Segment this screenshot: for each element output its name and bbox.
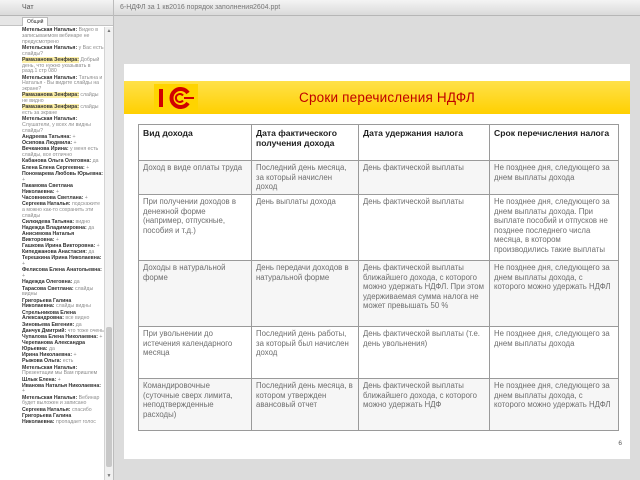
chat-message-text: +: [73, 352, 77, 359]
chat-title: Чат: [0, 0, 113, 16]
chat-message-text: +: [22, 176, 26, 183]
chat-message-list: [0, 27, 104, 480]
chat-message-text: +: [96, 243, 100, 250]
table-row: [139, 195, 619, 261]
chat-message-text: видно: [75, 218, 90, 225]
chat-message-author: Надежда Олеговна:: [22, 279, 73, 286]
chat-message-text: что тоже очень: [67, 327, 104, 334]
chat-message: [22, 366, 104, 378]
chat-message-text: +: [55, 236, 59, 243]
chat-scrollbar[interactable]: [104, 27, 113, 480]
chat-message-author: Кабанова Ольга Олеговна:: [22, 158, 92, 165]
table-cell: Не позднее дня, следующего за днем выплаты дохода: [490, 161, 619, 195]
chat-message: [22, 256, 104, 268]
chat-message-author: Рамазанова Зенфира:: [22, 104, 79, 111]
chat-tab-bar: [0, 16, 113, 26]
chat-message-author: Андреева Татьяна:: [22, 134, 71, 141]
table-cell: При увольнении до истечения календарного месяца: [139, 327, 252, 379]
chat-message: [22, 76, 104, 93]
chat-message-author: Стрельникова Елена Александровна:: [22, 309, 76, 322]
chat-message-text: подскажите а можно как-то сохранить эти слайды: [22, 200, 100, 219]
chat-message-text: Презентации мы Вам пришлем: [22, 370, 98, 377]
chat-message-text: +: [73, 140, 77, 147]
chat-message-text: пропадает голос: [55, 418, 96, 425]
chat-message: [22, 287, 104, 299]
slide-title: Сроки перечисления НДФЛ: [299, 90, 475, 105]
chat-message-author: Фелисова Елена Анатольевна:: [22, 267, 102, 274]
chat-message-text: да: [92, 158, 99, 165]
chat-message-text: спасибо: [71, 406, 92, 413]
chat-message: [22, 384, 104, 396]
chat-message: [22, 184, 104, 196]
chat-message-author: Григорьева Галина Николаевна:: [22, 297, 72, 310]
chat-message-author: Сергеева Наталья:: [22, 200, 71, 207]
table-row: [139, 261, 619, 327]
chat-message-author: Зиновьева Евгения:: [22, 321, 75, 328]
chat-message-author: Данчук Дмитрий:: [22, 327, 67, 334]
chat-message-author: Осипова Людмила:: [22, 140, 73, 147]
scroll-up-icon[interactable]: ▲: [106, 28, 112, 34]
chat-tab-general[interactable]: Общий: [22, 17, 48, 26]
chat-scroll-thumb[interactable]: [106, 327, 112, 467]
chat-message-author: Черепанова Александра Юрьевна:: [22, 340, 86, 352]
chat-message-author: Рамазанова Зенфира:: [22, 56, 79, 63]
chat-message: [22, 46, 104, 58]
chat-message: [22, 172, 104, 184]
chat-panel: [0, 0, 114, 480]
column-header: Дата фактического получения дохода: [252, 125, 359, 161]
slide-area: [114, 16, 640, 480]
chat-message: [22, 58, 104, 75]
column-header: Дата удержания налога: [359, 125, 490, 161]
chat-message-author: Анисимова Наталья Викторовна:: [22, 231, 75, 243]
chat-message-text: слайды не видно: [22, 92, 99, 105]
chat-message: [22, 311, 104, 323]
chat-message-text: есть: [62, 358, 74, 365]
chat-message: [22, 232, 104, 244]
chat-message-text: Вебинар будет выложен и записано: [22, 394, 100, 407]
table-cell: Последний день месяца, в котором утвержден авансовый отчет: [252, 379, 359, 431]
chat-message-text: у меня есть слайды, все отлично: [22, 146, 99, 159]
chat-message: [22, 202, 104, 219]
chat-message: [22, 299, 104, 311]
table-cell: Доходы в натуральной форме: [139, 261, 252, 327]
chat-message-author: Метельская Наталья:: [22, 44, 78, 51]
chat-message-author: Сергеева Наталья:: [22, 406, 71, 413]
table-cell: День фактической выплаты ближайшего дохода, с которого можно удержать НДФЛ. При этом удерживаемая сумма налога не может превышать 50 %: [359, 261, 490, 327]
table-cell: Доход в виде оплаты труда: [139, 161, 252, 195]
chat-message-author: Чупалова Елена Николаевна:: [22, 333, 98, 340]
table-row: [139, 379, 619, 431]
chat-message-author: Пономарева Любовь Юрьевна:: [22, 170, 104, 177]
chat-message-text: Татьяна и Наталья - Вы видите слайды на экране?: [22, 74, 103, 93]
chat-message-author: Григорьева Галина Николаевна:: [22, 412, 72, 425]
chat-message-author: Метельская Наталья:: [22, 74, 78, 81]
chat-message-author: Часовникова Светлана:: [22, 194, 84, 201]
chat-message: [22, 414, 104, 426]
table-cell: Не позднее дня, следующего за днем выплаты дохода, с которого можно удержать НДФЛ: [490, 261, 619, 327]
chat-message-text: +: [22, 273, 26, 280]
chat-message: [22, 396, 104, 408]
chat-message-text: слайды видны: [22, 285, 94, 298]
table-cell: Последний день работы, за который был начислен доход: [252, 327, 359, 379]
table-cell: Не позднее дня, следующего за днем выплаты дохода. При выплате пособий и отпусков не позднее последнего числа месяца, в котором производились такие выплаты: [490, 195, 619, 261]
table-row: [139, 161, 619, 195]
chat-message-text: +: [22, 388, 26, 395]
presentation-viewer: [114, 0, 640, 480]
chat-message-author: Вечканова Ирина:: [22, 146, 69, 153]
chat-message-text: да: [48, 345, 55, 352]
chat-message-author: Рыжова Ольга:: [22, 358, 62, 365]
chat-message-text: все видно: [65, 315, 90, 322]
column-header: Вид дохода: [139, 125, 252, 161]
table-cell: День фактической выплаты: [359, 195, 490, 261]
chat-message-text: да: [73, 279, 80, 286]
slide: [124, 64, 630, 459]
table-cell: День фактической выплаты: [359, 161, 490, 195]
chat-message: [22, 268, 104, 280]
chat-message-text: +: [99, 333, 103, 340]
chat-message-text: +: [86, 164, 90, 171]
table-cell: День выплаты дохода: [252, 195, 359, 261]
scroll-down-icon[interactable]: ▼: [106, 473, 112, 479]
table-cell: При получении доходов в денежной форме (например, отпускные, пособия и т.д.): [139, 195, 252, 261]
column-header: Срок перечисления налога: [490, 125, 619, 161]
chat-message-text: +: [55, 188, 59, 195]
chat-message-author: Кипеджанова Анастасия:: [22, 249, 87, 256]
chat-message-text: Видео в записываемом вебинаре не предусмотрено: [22, 27, 98, 45]
table-cell: Последний день месяца, за который начислен доход: [252, 161, 359, 195]
table-header-row: [139, 125, 619, 161]
chat-message-text: слайды есть за экране: [22, 104, 99, 117]
chat-message-author: Ирина Николаевна:: [22, 352, 73, 359]
chat-message-author: Пакамова Светлана Николаевна:: [22, 182, 73, 195]
chat-message-author: Иванова Наталья Николаевна:: [22, 382, 101, 389]
chat-message-text: да: [88, 249, 95, 256]
chat-message-text: да: [75, 321, 82, 328]
chat-message-author: Метельская Наталья:: [22, 394, 78, 401]
table-row: [139, 327, 619, 379]
chat-message-text: +: [57, 376, 61, 383]
table-cell: День передачи доходов в натуральной форме: [252, 261, 359, 327]
chat-message-text: +: [22, 261, 26, 268]
chat-message-author: Надежда Владимировна:: [22, 224, 87, 231]
table-cell: Командировочные (суточные сверх лимита, неподтвержденные расходы): [139, 379, 252, 431]
chat-message-author: Елена Елена Сергеевна:: [22, 164, 85, 171]
chat-message-text: +: [84, 194, 88, 201]
chat-message: [22, 28, 104, 45]
chat-message-author: Рамазанова Зенфира:: [22, 92, 79, 99]
chat-message-author: Силкидева Татьяна:: [22, 218, 75, 225]
ndfl-deadlines-table: [138, 124, 619, 431]
chat-message-text: Добрый день, что нужно указывать в разд.1 стр 080: [22, 56, 100, 75]
chat-message: [22, 105, 104, 117]
chat-message-text: да: [88, 224, 95, 231]
table-cell: День фактической выплаты ближайшего дохода, с которого можно удержать НДФ: [359, 379, 490, 431]
chat-message-text: слайды видны: [55, 303, 91, 310]
chat-message-author: Шлык Елена:: [22, 376, 57, 383]
chat-message-text: +: [72, 134, 76, 141]
table-cell: День фактической выплаты (т.е. день увольнения): [359, 327, 490, 379]
chat-message-author: Метельская Наталья:: [22, 364, 78, 371]
chat-message-text: у Вас есть слайды?: [22, 44, 104, 57]
chat-message: [22, 117, 104, 134]
presentation-title: 6-НДФЛ за 1 кв2016 порядок заполнения2604.ppt: [114, 0, 640, 16]
chat-message-author: Гашкова Ирина Викторовна:: [22, 243, 96, 250]
chat-message-author: Метельская Наталья:: [22, 27, 78, 33]
slide-page-number: 6: [618, 440, 622, 447]
chat-message-text: Слушатели, у всех ли видны слайды?: [22, 122, 91, 134]
chat-message-author: Терешкина Ирина Николаевна:: [22, 255, 102, 262]
chat-message-author: Тарасова Светлана:: [22, 285, 74, 292]
table-cell: Не позднее дня, следующего за днем выплаты дохода: [490, 327, 619, 379]
table-cell: Не позднее дня, следующего за днем выплаты дохода, с которого можно удержать НДФЛ: [490, 379, 619, 431]
chat-message: [22, 341, 104, 353]
chat-message-author: Метельская Наталья:: [22, 116, 78, 123]
1c-logo-icon: [154, 84, 198, 112]
